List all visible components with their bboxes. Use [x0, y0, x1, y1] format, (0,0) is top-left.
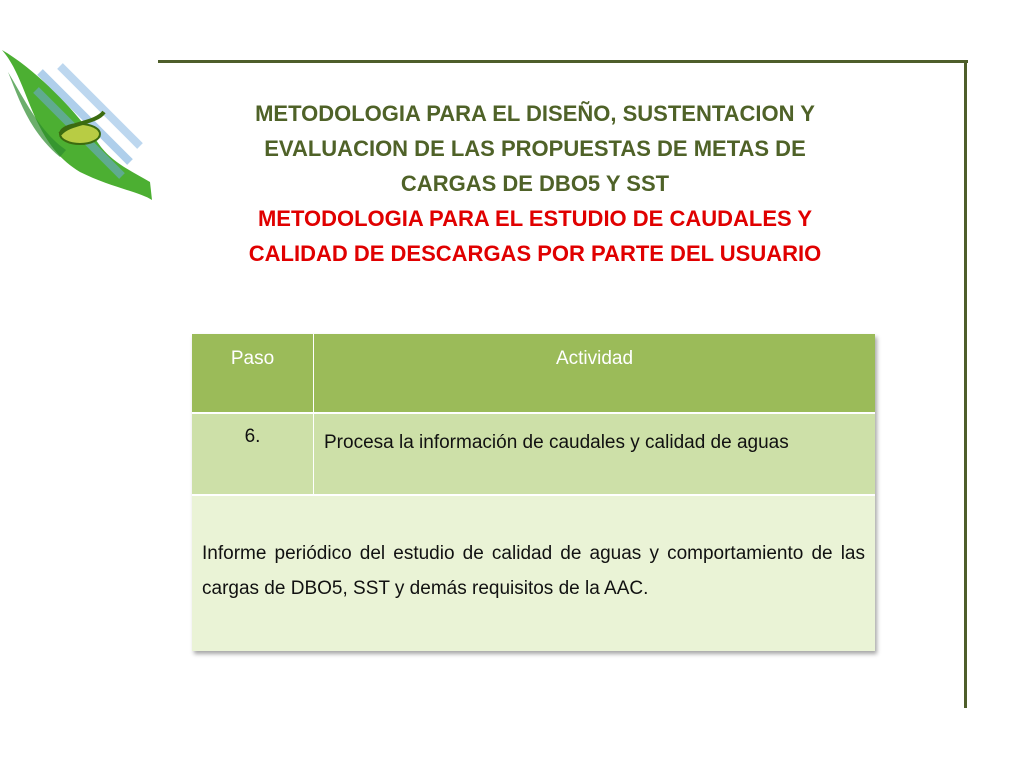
header-paso: Paso — [230, 348, 275, 369]
table-note-row: Informe periódico del estudio de calidad de aguas y comportamiento de las cargas de DBO5, SST y demás requisitos de la AAC. — [192, 494, 875, 651]
header-actividad: Actividad — [313, 334, 875, 412]
cell-paso: 6. — [244, 426, 261, 447]
cra-logo — [0, 42, 158, 202]
title-green-line-1: METODOLOGIA PARA EL DISEÑO, SUSTENTACION Y — [255, 101, 815, 126]
slide-title — [160, 96, 910, 271]
frame-top-line — [158, 60, 968, 63]
title-green-line-3: CARGAS DE DBO5 Y SST — [400, 171, 670, 196]
table-header-row — [192, 334, 875, 412]
table-row — [192, 412, 875, 494]
title-green-line-2: EVALUACION DE LAS PROPUESTAS DE METAS DE — [264, 136, 806, 161]
title-red-line-2: CALIDAD DE DESCARGAS POR PARTE DEL USUARIO — [248, 241, 822, 266]
frame-right-line — [964, 60, 967, 708]
logo-text: CRA — [46, 175, 84, 202]
activity-table — [192, 334, 875, 651]
cell-actividad: Procesa la información de caudales y calidad de aguas — [313, 414, 875, 494]
title-red-line-1: METODOLOGIA PARA EL ESTUDIO DE CAUDALES Y — [257, 206, 813, 231]
